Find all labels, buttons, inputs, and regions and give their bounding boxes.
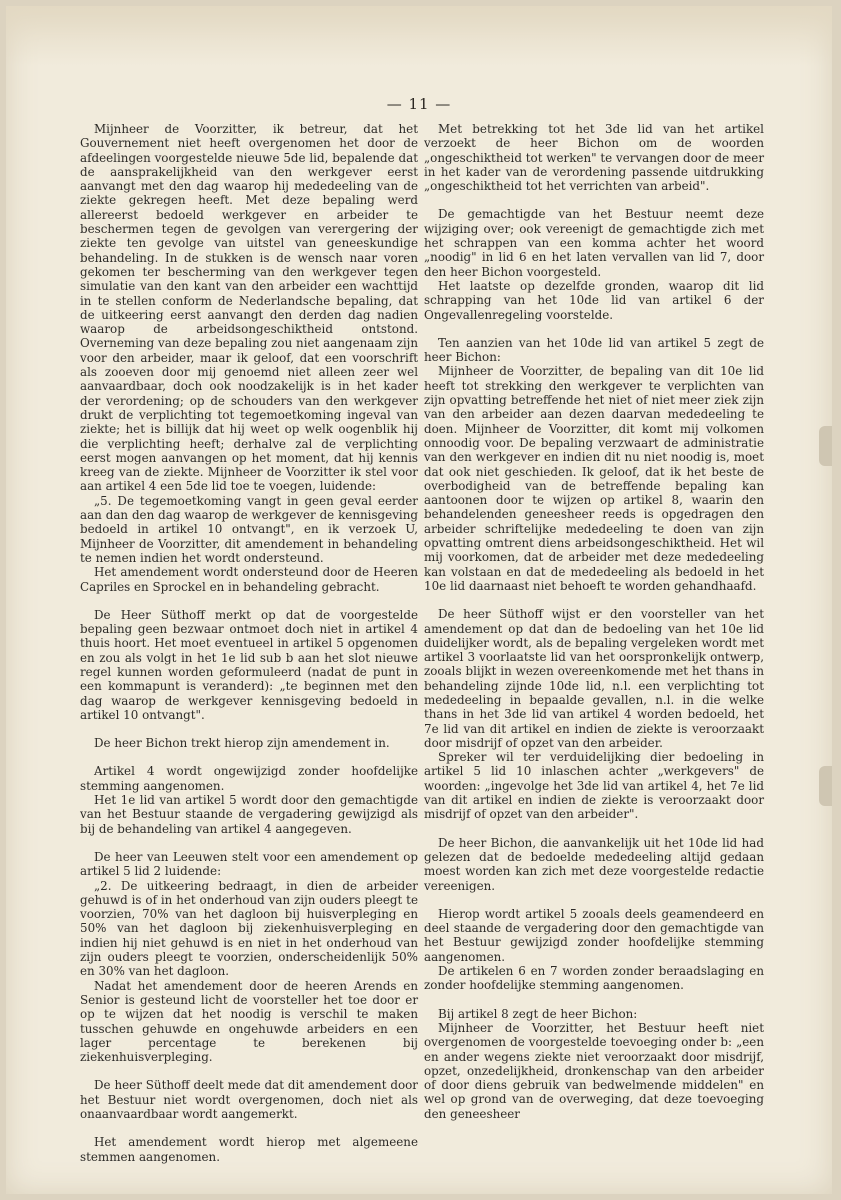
paragraph: Het amendement wordt ondersteund door de Heeren Capriles en Sprockel en in behandeling gebracht. [80,565,418,594]
paragraph: Met betrekking tot het 3de lid van het artikel verzoekt de heer Bichon om de woorden „ongeschiktheid tot werken" te vervangen door de meer in het kader van de verordening passende uitdrukking „ongeschiktheid tot het verrichten van arbeid". [424,122,764,194]
paragraph: De heer van Leeuwen stelt voor een amendement op artikel 5 lid 2 luidende: [80,849,418,879]
paragraph: „5. De tegemoetkoming vangt in geen geval eerder aan dan den dag waarop de werkgever de kennisgeving bedoeld in artikel 10 ontvangt", en ik verzoek U, Mijnheer de Voorzitter, dit amendement in behandeling te nemen indien het wordt ondersteund. [80,493,418,565]
paragraph: Bij artikel 8 zegt de heer Bichon: [438,1006,638,1021]
paragraph: Hierop wordt artikel 5 zooals deels geamendeerd en deel staande de vergadering door den gemachtigde van het Bestuur gewijzigd zonder hoofdelijke stemming aangenomen. [424,906,764,964]
punch-hole-shadow [819,426,832,466]
paragraph: De heer Süthoff wijst er den voorsteller van het amendement op dat dan de bedoeling van het 10e lid duidelijker wordt, als de bepaling vergeleken wordt met artikel 3 voorlaatste lid van het oorspronkelijk ontwerp, zooals blijkt in wezen overeenkomende met het thans in behandeling zijnde 10de lid, n.l. een verplichting tot mededeeling in bepaalde gevallen, n.l. in die welke thans in het 3de lid van artikel 4 worden bedoeld, het 7e lid van dit artikel en indien de ziekte is veroorzaakt door misdrijf of opzet van den arbeider. [424,607,764,750]
paragraph: Mijnheer de Voorzitter, het Bestuur heeft niet overgenomen de voorgestelde toevoeging onder b: „een en ander wegens ziekte niet veroorzaakt door misdrijf, opzet, onzedelijkheid, dronkenschap van den arbeider of door diens gebruik van bedwelmende middelen" en wel op grond van de overweging, dat deze toevoeging den geneesheer [424,1020,764,1121]
paragraph: De heer Süthoff deelt mede dat dit amendement door het Bestuur niet wordt overgenomen, doch niet als onaanvaardbaar wordt aangemerkt. [80,1078,418,1121]
paragraph: Het amendement wordt hierop met algemeene stemmen aangenomen. [80,1135,418,1164]
paragraph: Het laatste op dezelfde gronden, waarop dit lid schrapping van het 10de lid van artikel 6 der Ongevallenregeling voorstelde. [424,278,764,322]
left-text-column [80,122,418,1164]
paragraph: De gemachtigde van het Bestuur neemt deze wijziging over; ook vereenigt de gemachtigde zich met het schrappen van een komma achter het woord „noodig" in lid 6 en het laten vervallen van lid 7, door den heer Bichon voorgesteld. [424,207,764,279]
paragraph: Mijnheer de Voorzitter, de bepaling van dit 10e lid heeft tot strekking den werkgever te verplichten van zijn opvatting betreffende het niet of niet meer ziek zijn van den arbeider aan dezen daarvan mededeeling te doen. Mijnheer de Voorzitter, dit komt mij volkomen onnoodig voor. De bepaling verzwaart de administratie van den werkgever en indien dit nu niet noodig is, moet dat ook niet geschieden. Ik geloof, dat ik het beste de overbodigheid van de betreffende bepaling kan aantoonen door te wijzen op artikel 8, waarin den behandelenden geneesheer reeds is opgedragen den arbeider schriftelijke mededeeling te doen van zijn opvatting omtrent diens arbeidsongeschiktheid. Het wil mij voorkomen, dat de arbeider met deze mededeeling kan volstaan en dat de mededeeling als bedoeld in het 10e lid daarnaast niet behoeft te worden gehandhaafd. [424,364,764,593]
document-page [6,6,832,1194]
punch-hole-shadow [819,766,832,806]
right-text-column [424,122,764,1121]
paragraph: Mijnheer de Voorzitter, ik betreur, dat het Gouvernement niet heeft overgenomen het door de afdeelingen voorgestelde nieuwe 5de lid, bepalende dat de aansprakelijkheid van den werkgever eerst aanvangt met den dag waarop hij mededeeling van de ziekte gekregen heeft. Met deze bepaling werd allereerst bedoeld werkgever en arbeider te beschermen tegen de gevolgen van verergering der ziekte ten gevolge van uitstel van geneeskundige behandeling. In de stukken is de wensch naar voren gekomen ter bescherming van den werkgever tegen simulatie van den kant van den arbeider een wachttijd in te stellen conform de Nederlandsche bepaling, dat de uitkeering eerst aanvangt den derden dag nadien waarop de arbeidsongeschiktheid ontstond. Overneming van deze bepaling zou niet aangenaam zijn voor den arbeider, maar ik geloof, dat een voorschrift als zooeven door mij genoemd niet alleen zeer wel aanvaardbaar, doch ook noodzakelijk is in het kader der verordening; op de schouders van den werkgever drukt de verplichting tot tegemoetkoming ingeval van ziekte; het is billijk dat hij weet op welk oogenblik hij die verplichting heeft; derhalve zal de verplichting eerst mogen aanvangen op het moment, dat hij kennis kreeg van de ziekte. Mijnheer de Voorzitter ik stel voor aan artikel 4 een 5de lid toe te voegen, luidende: [80,122,418,494]
paragraph: De heer Bichon trekt hierop zijn amendement in. [94,736,390,751]
paragraph: Spreker wil ter verduidelijking dier bedoeling in artikel 5 lid 10 inlaschen achter „werkgevers" de woorden: „ingevolge het 3de lid van artikel 4, het 7e lid van dit artikel en indien de ziekte is veroorzaakt door misdrijf of opzet van den arbeider". [424,750,764,822]
paragraph: Het 1e lid van artikel 5 wordt door den gemachtigde van het Bestuur staande de vergadering gewijzigd als bij de behandeling van artikel 4 aangegeven. [80,793,418,836]
page-number: — 11 — [386,95,452,113]
paragraph: De artikelen 6 en 7 worden zonder beraadslaging en zonder hoofdelijke stemming aangenomen. [424,964,764,993]
paragraph: De Heer Süthoff merkt op dat de voorgestelde bepaling geen bezwaar ontmoet doch niet in artikel 4 thuis hoort. Het moet eventueel in artikel 5 opgenomen en zou als volgt in het 1e lid sub b aan het slot nieuwe regel kunnen worden geformuleerd (nadat de punt in een kommapunt is veranderd): „te beginnen met den dag waarop de werkgever kennisgeving bedoeld in artikel 10 ontvangt". [80,607,418,722]
paragraph: „2. De uitkeering bedraagt, in dien de arbeider gehuwd is of in het onderhoud van zijn ouders pleegt te voorzien, 70% van het dagloon bij huisverpleging en 50% van het dagloon bij ziekenhuisverpleging en indien hij niet gehuwd is en niet in het onderhoud van zijn ouders pleegt te voorzien, onderscheidenlijk 50% en 30% van het dagloon. [80,878,418,979]
paragraph: Ten aanzien van het 10de lid van artikel 5 zegt de heer Bichon: [424,335,764,365]
paragraph: De heer Bichon, die aanvankelijk uit het 10de lid had gelezen dat de bedoelde mededeeling altijd gedaan moest worden kan zich met deze voorgestelde redactie vereenigen. [424,835,764,893]
paragraph: Nadat het amendement door de heeren Arends en Senior is gesteund licht de voorsteller het toe door er op te wijzen dat het noodig is verschil te maken tusschen gehuwde en ongehuwde arbeiders en een lager percentage te berekenen bij ziekenhuisverpleging. [80,978,418,1065]
paragraph: Artikel 4 wordt ongewijzigd zonder hoofdelijke stemming aangenomen. [80,764,418,793]
